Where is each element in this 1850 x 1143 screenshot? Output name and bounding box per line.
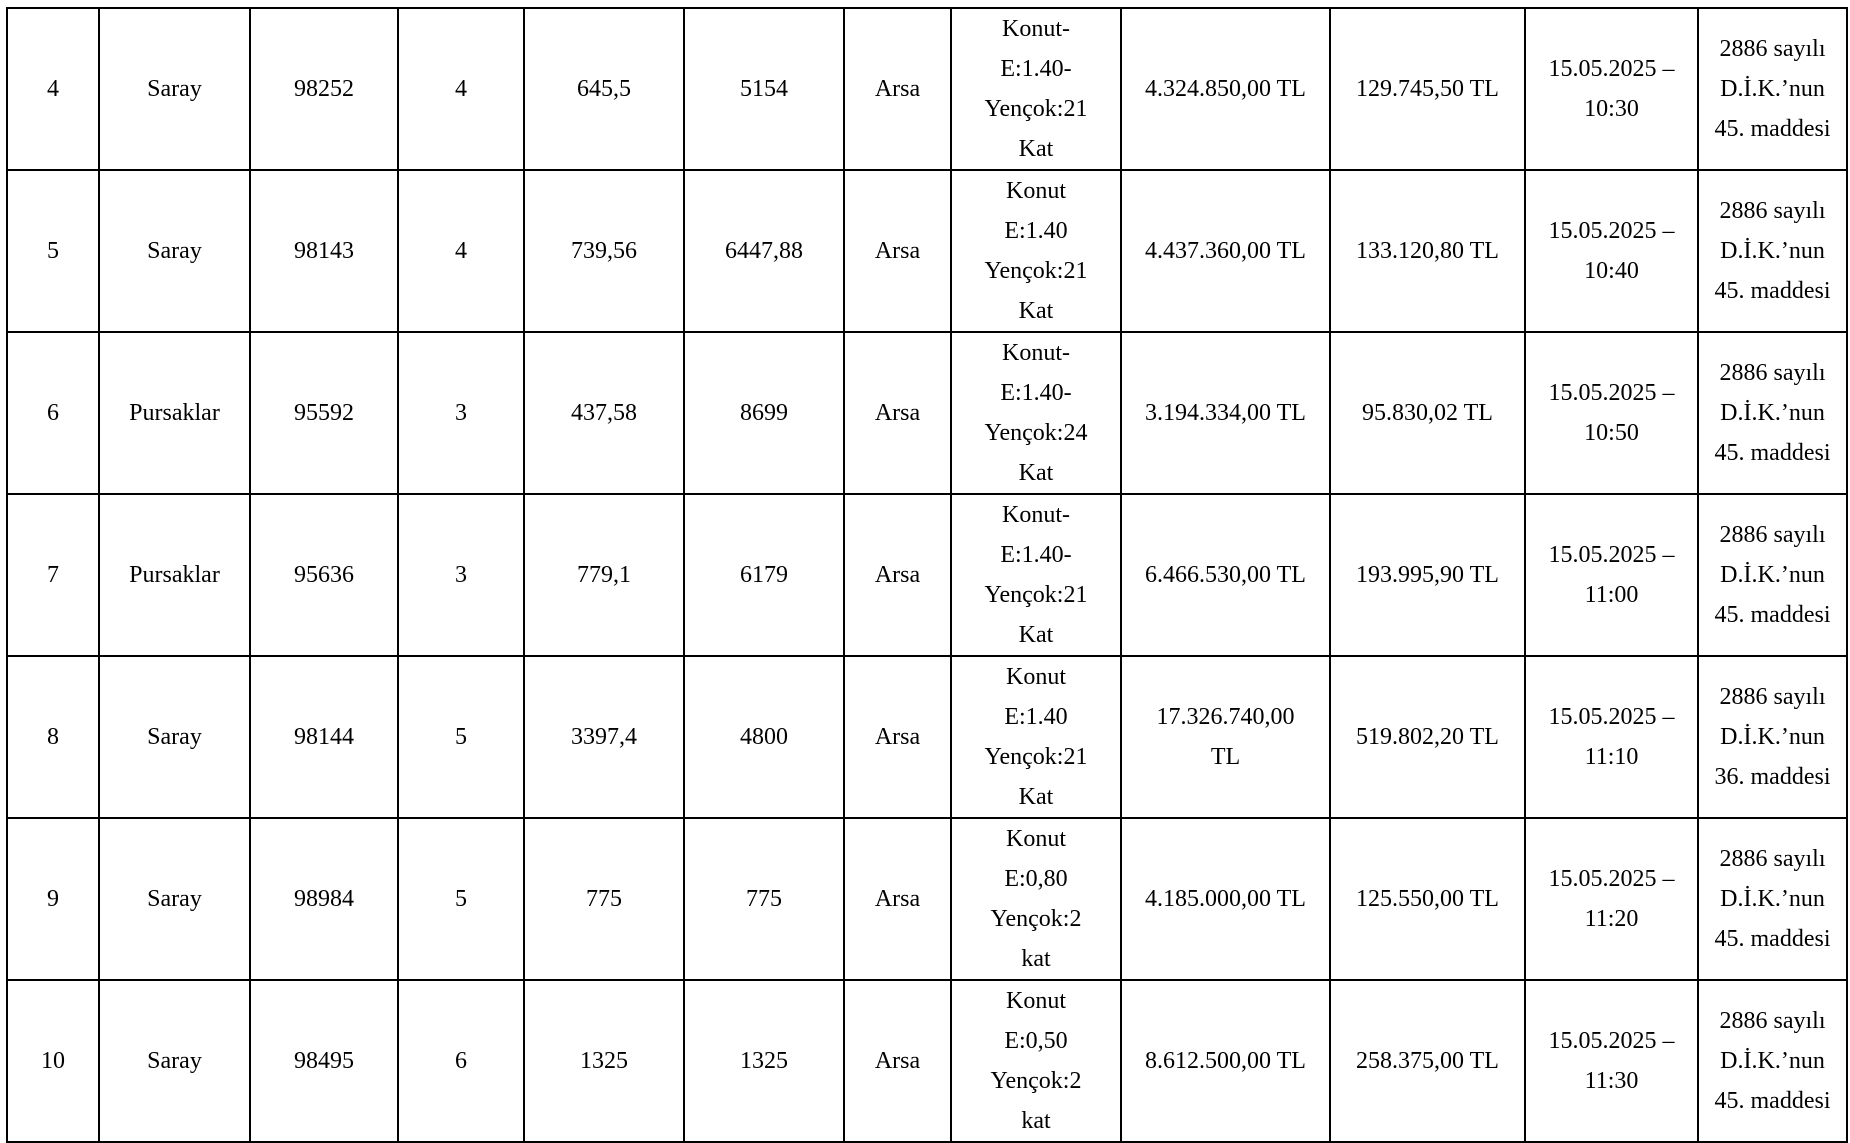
cell-no: 5 (7, 170, 99, 332)
cell-datetime: 15.05.2025 – 11:20 (1525, 818, 1698, 980)
cell-share: 8699 (684, 332, 844, 494)
table-row (7, 494, 1847, 656)
cell-datetime: 15.05.2025 – 10:40 (1525, 170, 1698, 332)
cell-area: 775 (524, 818, 684, 980)
cell-zoning: Konut E:1.40 Yençok:21 Kat (951, 170, 1121, 332)
cell-share: 775 (684, 818, 844, 980)
cell-deposit: 133.120,80 TL (1330, 170, 1525, 332)
cell-block: 95592 (250, 332, 398, 494)
cell-law: 2886 sayılı D.İ.K.’nun 45. maddesi (1698, 332, 1847, 494)
cell-district: Saray (99, 980, 250, 1142)
cell-parcel: 3 (398, 494, 524, 656)
cell-no: 8 (7, 656, 99, 818)
cell-area: 3397,4 (524, 656, 684, 818)
cell-area: 779,1 (524, 494, 684, 656)
auction-table (6, 7, 1848, 1143)
cell-block: 95636 (250, 494, 398, 656)
cell-block: 98495 (250, 980, 398, 1142)
cell-parcel: 4 (398, 8, 524, 170)
cell-value: 6.466.530,00 TL (1121, 494, 1330, 656)
cell-parcel: 3 (398, 332, 524, 494)
cell-datetime: 15.05.2025 – 11:00 (1525, 494, 1698, 656)
cell-datetime: 15.05.2025 – 10:50 (1525, 332, 1698, 494)
cell-value: 4.185.000,00 TL (1121, 818, 1330, 980)
cell-datetime: 15.05.2025 – 11:30 (1525, 980, 1698, 1142)
cell-share: 5154 (684, 8, 844, 170)
cell-law: 2886 sayılı D.İ.K.’nun 45. maddesi (1698, 494, 1847, 656)
table-row (7, 170, 1847, 332)
cell-no: 4 (7, 8, 99, 170)
cell-share: 6447,88 (684, 170, 844, 332)
cell-deposit: 193.995,90 TL (1330, 494, 1525, 656)
cell-area: 645,5 (524, 8, 684, 170)
cell-value: 8.612.500,00 TL (1121, 980, 1330, 1142)
cell-no: 10 (7, 980, 99, 1142)
cell-datetime: 15.05.2025 – 10:30 (1525, 8, 1698, 170)
cell-type: Arsa (844, 980, 951, 1142)
cell-district: Saray (99, 8, 250, 170)
table-body (7, 8, 1847, 1142)
cell-zoning: Konut- E:1.40- Yençok:21 Kat (951, 494, 1121, 656)
cell-zoning: Konut- E:1.40- Yençok:24 Kat (951, 332, 1121, 494)
cell-parcel: 5 (398, 656, 524, 818)
cell-type: Arsa (844, 494, 951, 656)
cell-law: 2886 sayılı D.İ.K.’nun 45. maddesi (1698, 8, 1847, 170)
cell-type: Arsa (844, 332, 951, 494)
cell-parcel: 4 (398, 170, 524, 332)
cell-district: Saray (99, 818, 250, 980)
cell-no: 7 (7, 494, 99, 656)
cell-type: Arsa (844, 818, 951, 980)
cell-district: Saray (99, 656, 250, 818)
cell-type: Arsa (844, 8, 951, 170)
cell-value: 17.326.740,00 TL (1121, 656, 1330, 818)
cell-parcel: 5 (398, 818, 524, 980)
cell-block: 98144 (250, 656, 398, 818)
cell-zoning: Konut E:0,50 Yençok:2 kat (951, 980, 1121, 1142)
cell-block: 98984 (250, 818, 398, 980)
cell-district: Saray (99, 170, 250, 332)
cell-type: Arsa (844, 656, 951, 818)
cell-block: 98143 (250, 170, 398, 332)
cell-value: 3.194.334,00 TL (1121, 332, 1330, 494)
cell-law: 2886 sayılı D.İ.K.’nun 45. maddesi (1698, 818, 1847, 980)
cell-law: 2886 sayılı D.İ.K.’nun 45. maddesi (1698, 170, 1847, 332)
table-row (7, 332, 1847, 494)
cell-zoning: Konut E:0,80 Yençok:2 kat (951, 818, 1121, 980)
cell-area: 739,56 (524, 170, 684, 332)
cell-deposit: 129.745,50 TL (1330, 8, 1525, 170)
table-row (7, 980, 1847, 1142)
cell-law: 2886 sayılı D.İ.K.’nun 36. maddesi (1698, 656, 1847, 818)
cell-zoning: Konut E:1.40 Yençok:21 Kat (951, 656, 1121, 818)
cell-deposit: 125.550,00 TL (1330, 818, 1525, 980)
cell-type: Arsa (844, 170, 951, 332)
cell-deposit: 95.830,02 TL (1330, 332, 1525, 494)
cell-district: Pursaklar (99, 494, 250, 656)
cell-block: 98252 (250, 8, 398, 170)
cell-share: 1325 (684, 980, 844, 1142)
cell-datetime: 15.05.2025 – 11:10 (1525, 656, 1698, 818)
cell-parcel: 6 (398, 980, 524, 1142)
cell-area: 1325 (524, 980, 684, 1142)
cell-law: 2886 sayılı D.İ.K.’nun 45. maddesi (1698, 980, 1847, 1142)
cell-no: 6 (7, 332, 99, 494)
cell-zoning: Konut- E:1.40- Yençok:21 Kat (951, 8, 1121, 170)
cell-share: 6179 (684, 494, 844, 656)
cell-no: 9 (7, 818, 99, 980)
cell-district: Pursaklar (99, 332, 250, 494)
table-row (7, 8, 1847, 170)
table-row (7, 656, 1847, 818)
cell-share: 4800 (684, 656, 844, 818)
table-row (7, 818, 1847, 980)
cell-value: 4.324.850,00 TL (1121, 8, 1330, 170)
cell-area: 437,58 (524, 332, 684, 494)
cell-value: 4.437.360,00 TL (1121, 170, 1330, 332)
cell-deposit: 519.802,20 TL (1330, 656, 1525, 818)
cell-deposit: 258.375,00 TL (1330, 980, 1525, 1142)
